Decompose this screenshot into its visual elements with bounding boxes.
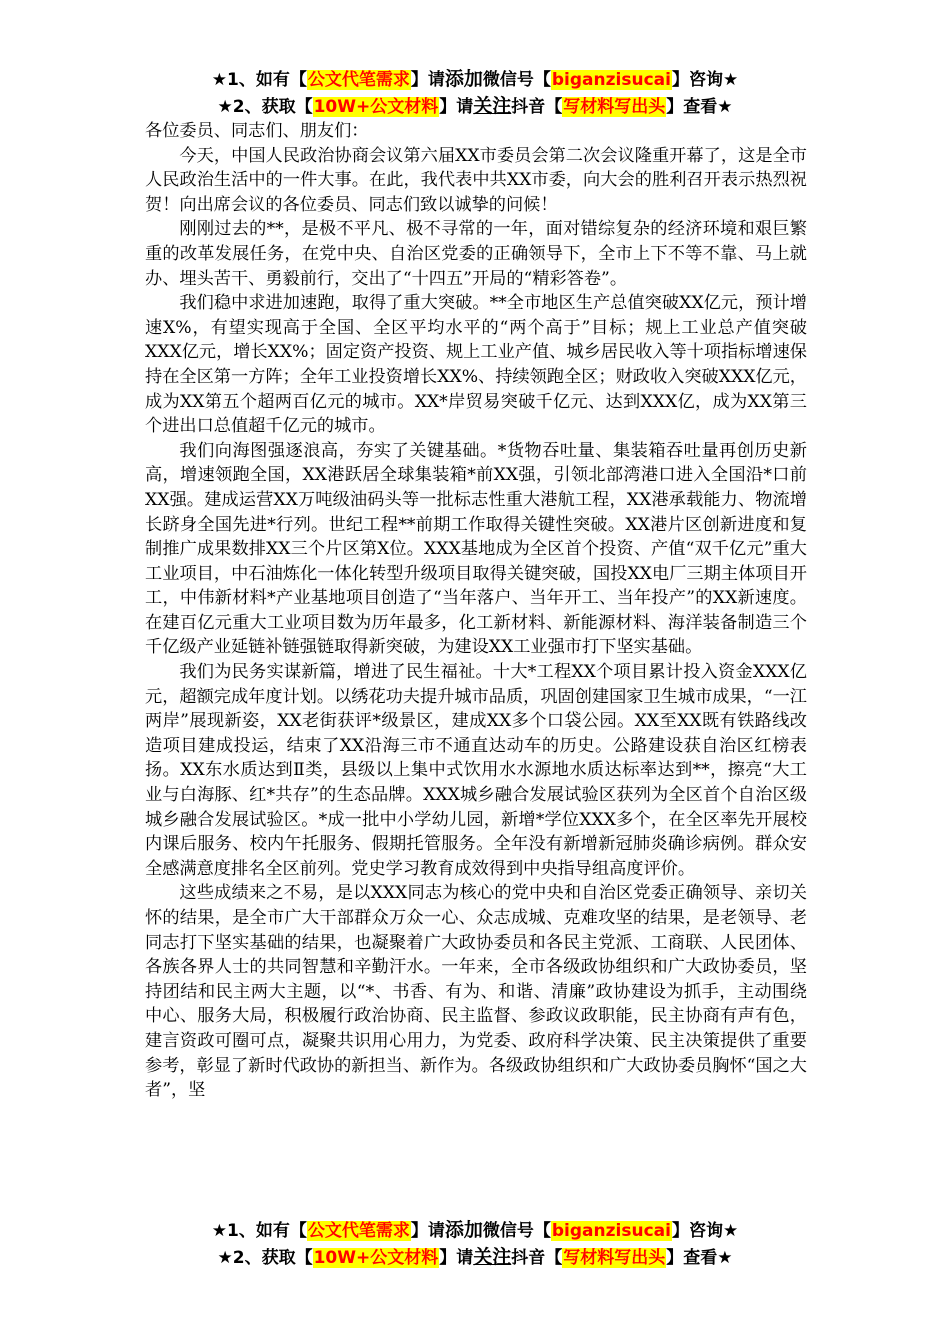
- paragraph: 我们稳中求进加速跑，取得了重大突破。**全市地区生产总值突破XX亿元，预计增速X%，有望实现高于全国、全区平均水平的“两个高于”目标；规上工业总产值突破XXX亿元，增长XX%；固定资产投资、规上工业产值、城乡居民收入等十项指标增速保持在全区第一方阵；全年工业投资增长XX%、持续领跑全区；财政收入突破XXX亿元，成为XX第五个超两百亿元的城市。XX*岸贸易突破千亿元、达到XXX亿，成为XX第三个进出口总值超千亿元的城市。: [145, 293, 807, 437]
- promo-highlight: 公文代笔需求: [307, 70, 410, 90]
- promo-text: 】请: [410, 70, 445, 90]
- promo-highlight: 写材料写出头: [563, 1248, 666, 1268]
- promo-highlight: biganzisucai: [551, 1221, 671, 1241]
- promo-highlight: 10W+公文材料: [313, 1248, 439, 1268]
- promo-text: 抖音【: [511, 1248, 563, 1268]
- promo-line-1: [0, 66, 950, 93]
- paragraph: 我们向海图强逐浪高，夯实了关键基础。*货物吞吐量、集装箱吞吐量再创历史新高，增速领跑全国，XX港跃居全球集装箱*前XX强，引领北部湾港口进入全国沿*口前XX强。建成运营XX万吨级油码头等一批标志性重大港航工程，XX港承载能力、物流增长跻身全国先进*行列。世纪工程**前期工作取得关键性突破。XX港片区创新进度和复制推广成果数排XX三个片区第X位。XXX基地成为全区首个投资、产值“双千亿元”重大工业项目，中石油炼化一体化转型升级项目取得关键突破，国投XX电厂三期主体项目开工，中伟新材料*产业基地项目创造了“当年落户、当年开工、当年投产”的XX新速度。在建百亿元重大工业项目数为历年最多，化工新材料、新能源材料、海洋装备制造三个千亿级产业延链补链强链取得新突破，为建设XX工业强市打下坚实基础。: [145, 440, 807, 658]
- promo-highlight: 写材料写出头: [563, 97, 666, 117]
- promo-emphasis: 添加: [444, 1219, 483, 1241]
- paragraph: 刚刚过去的**，是极不平凡、极不寻常的一年，面对错综复杂的经济环境和艰巨繁重的改革发展任务，在党中央、自治区党委的正确领导下，全市上下不等不靠、马上就办、埋头苦干、勇毅前行，交出了“十四五”开局的“精彩答卷”。: [145, 219, 807, 289]
- promo-text: 】请: [439, 97, 474, 117]
- promo-line-2: [0, 1244, 950, 1271]
- bottom-promo-banner: [0, 1217, 950, 1271]
- promo-text: 】咨询★: [671, 1221, 739, 1241]
- promo-emphasis: 关注: [473, 95, 512, 117]
- promo-text: 】请: [439, 1248, 474, 1268]
- promo-text: 微信号【: [482, 1221, 551, 1241]
- promo-highlight: 公文代笔需求: [307, 1221, 410, 1241]
- promo-text: 】咨询★: [671, 70, 739, 90]
- promo-emphasis: 添加: [444, 68, 483, 90]
- salutation: 各位委员、同志们、朋友们：: [145, 121, 369, 141]
- paragraph: 我们为民务实谋新篇，增进了民生福祉。十大*工程XX个项目累计投入资金XXX亿元，超额完成年度计划。以绣花功夫提升城市品质，巩固创建国家卫生城市成果，“一江两岸”展现新姿，XX老街获评*级景区，建成XX多个口袋公园。XX至XX既有铁路线改造项目建成投运，结束了XX沿海三市不通直达动车的历史。公路建设获自治区红榜表扬。XX东水质达到Ⅱ类，县级以上集中式饮用水水源地水质达标率达到**，擦亮“大工业与白海豚、红*共存”的生态品牌。XXX城乡融合发展试验区获列为全区首个自治区级城乡融合发展试验区。*成一批中小学幼儿园，新增*学位XXX多个，在全区率先开展校内课后服务、校内午托服务、假期托管服务。全年没有新增新冠肺炎确诊病例。群众安全感满意度排名全区前列。党史学习教育成效得到中央指导组高度评价。: [145, 662, 807, 879]
- promo-text: ★1、如有【: [211, 70, 307, 90]
- promo-text: ★2、获取【: [217, 97, 313, 117]
- promo-line-1: [0, 1217, 950, 1244]
- paragraph: 这些成绩来之不易，是以XXX同志为核心的党中央和自治区党委正确领导、亲切关怀的结果，是全市广大干部群众万众一心、众志成城、克难攻坚的结果，是老领导、老同志打下坚实基础的结果，也凝聚着广大政协委员和各民主党派、工商联、人民团体、各族各界人士的共同智慧和辛勤汗水。一年来，全市各级政协组织和广大政协委员，坚持团结和民主两大主题，以“*、书香、有为、和谐、清廉”政协建设为抓手，主动围绕中心、服务大局，积极履行政治协商、民主监督、参政议政职能，民主协商有声有色，建言资政可圈可点，凝聚共识用心用力，为党委、政府科学决策、民主决策提供了重要参考，彰显了新时代政协的新担当、新作为。各级政协组织和广大政协委员胸怀“国之大者”，坚: [145, 883, 807, 1101]
- promo-emphasis: 关注: [473, 1246, 512, 1268]
- promo-text: 抖音【: [511, 97, 563, 117]
- paragraph: 今天，中国人民政治协商会议第六届XX市委员会第二次会议隆重开幕了，这是全市人民政治生活中的一件大事。在此，我代表中共XX市委，向大会的胜利召开表示热烈祝贺！向出席会议的各位委员、同志们致以诚挚的问候！: [145, 145, 807, 215]
- promo-text: 】查看★: [666, 97, 733, 117]
- promo-text: 】查看★: [666, 1248, 733, 1268]
- promo-highlight: biganzisucai: [551, 70, 671, 90]
- document-body: [145, 119, 807, 1103]
- promo-line-2: [0, 93, 950, 120]
- top-promo-banner: [0, 66, 950, 120]
- promo-text: 微信号【: [482, 70, 551, 90]
- promo-text: ★2、获取【: [217, 1248, 313, 1268]
- promo-text: ★1、如有【: [211, 1221, 307, 1241]
- promo-text: 】请: [410, 1221, 445, 1241]
- promo-highlight: 10W+公文材料: [313, 97, 439, 117]
